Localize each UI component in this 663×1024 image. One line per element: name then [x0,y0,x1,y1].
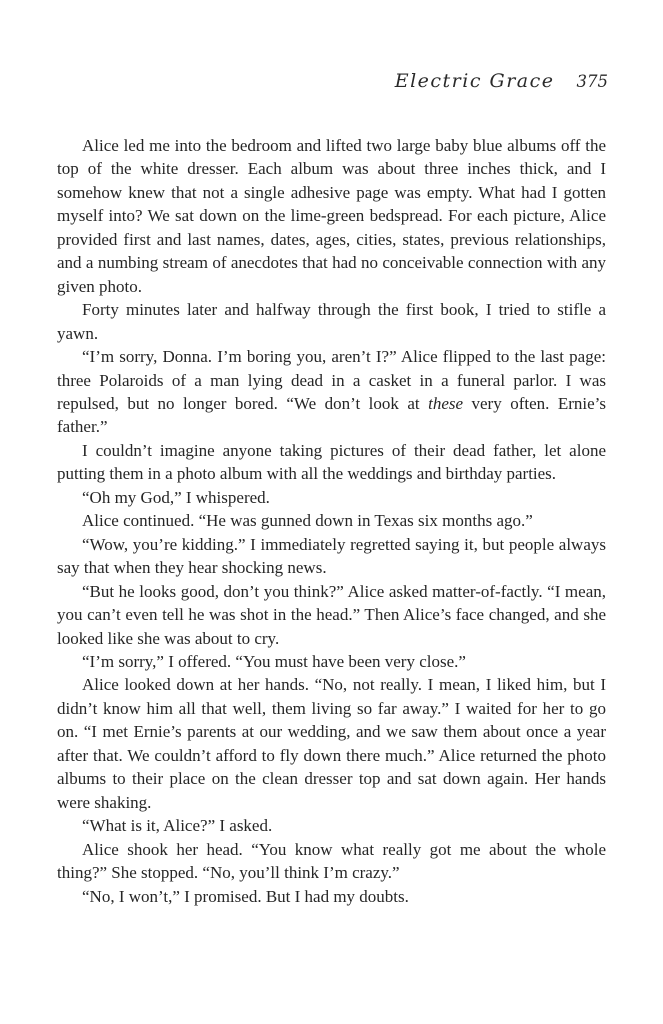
paragraph [57,814,606,837]
text-segment: “Oh my God,” I whispered. [82,487,270,507]
paragraph [57,134,606,298]
paragraph [57,533,606,580]
text-segment: “Wow, you’re kidding.” I immediately regretted saying it, but people always say that when they hear shocking news. [57,534,606,578]
text-segment: Alice looked down at her hands. “No, not really. I mean, I liked him, but I didn’t know him all that well, them living so far away.” I waited for her to go on. “I met Ernie’s parents at our wedding, and we saw them about once a year after that. We couldn’t afford to fly down there much.” Alice returned the photo albums to their place on the clean dresser top and sat down again. Her hands were shaking. [57,675,606,812]
text-segment: I couldn’t imagine anyone taking pictures of their dead father, let alone putting them in a photo album with all the weddings and birthday parties. [57,440,606,484]
text-segment: Forty minutes later and halfway through the first book, I tried to stifle a yawn. [57,300,606,343]
text-segment: very often. Ernie’s father.” [57,393,606,437]
paragraph [57,673,606,814]
running-head-title: Electric Grace [394,70,555,92]
paragraph [57,650,606,673]
text-segment: these [428,393,464,413]
text-segment: “But he looks good, don’t you think?” Alice asked matter-of-factly. “I mean, you can’t even tell he was shot in the head.” Then Alice’s face changed, and she looked like she was about to cry. [57,581,606,648]
paragraph [57,439,606,486]
paragraph [57,838,606,885]
paragraph [57,580,606,650]
text-segment: Alice shook her head. “You know what really got me about the whole thing?” She stopped. “No, you’ll think I’m crazy.” [57,839,606,883]
page-number: 375 [576,72,608,91]
text-segment: Alice led me into the bedroom and lifted two large baby blue albums off the top of the white dresser. Each album was about three inches thick, and I somehow knew that not a single adhesive page was empty. What had I gotten myself into? We sat down on the lime-green bedspread. For each picture, Alice provided first and last names, dates, ages, cities, states, previous relationships, and a numbing stream of anecdotes that had no conceivable connection with any given photo. [57,136,606,296]
text-segment: Alice continued. “He was gunned down in Texas six months ago.” [82,511,533,531]
running-head [0,70,608,92]
text-segment: “What is it, Alice?” I asked. [82,816,273,836]
paragraph [57,486,606,509]
paragraph [57,345,606,439]
paragraph [57,298,606,345]
page-body [57,134,606,908]
paragraph [57,885,606,908]
text-segment: “I’m sorry,” I offered. “You must have been very close.” [82,651,466,671]
paragraph [57,509,606,532]
text-segment: “No, I won’t,” I promised. But I had my doubts. [82,886,409,906]
text-segment: “I’m sorry, Donna. I’m boring you, aren’t I?” Alice flipped to the last page: three Polaroids of a man lying dead in a casket in a funeral parlor. I was repulsed, but no longer bored. “We don’t look at [57,347,606,413]
